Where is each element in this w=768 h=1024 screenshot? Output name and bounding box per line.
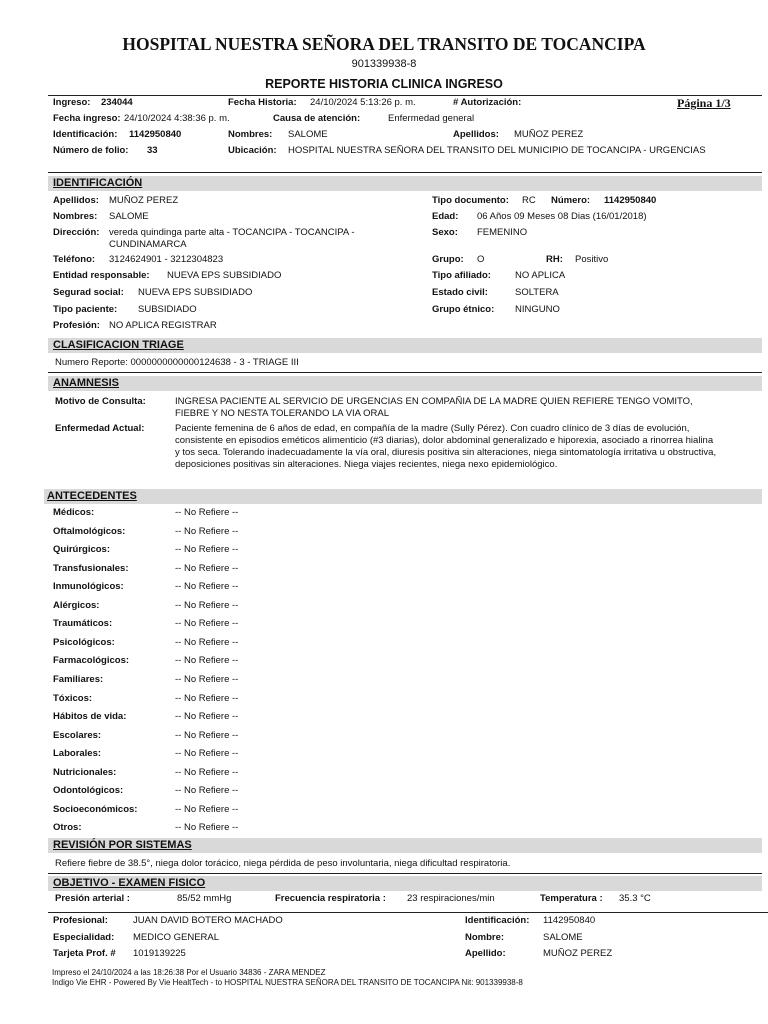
antecedente-label: Alérgicos:	[53, 600, 100, 611]
examen-section-header	[48, 876, 762, 891]
fecha-historia-value: 24/10/2024 5:13:26 p. m.	[310, 97, 416, 108]
triage-section-header	[48, 338, 762, 353]
motivo-label: Motivo de Consulta:	[55, 396, 146, 407]
especialidad-value: MEDICO GENERAL	[133, 932, 220, 943]
antecedente-value: -- No Refiere --	[175, 693, 239, 704]
id-grupo-etnico-label: Grupo étnico:	[432, 304, 495, 315]
antecedente-value: -- No Refiere --	[175, 785, 239, 796]
antecedente-label: Familiares:	[53, 674, 104, 685]
antecedente-value: -- No Refiere --	[175, 674, 239, 685]
antecedentes-section-header	[44, 489, 762, 504]
antecedente-value: -- No Refiere --	[175, 655, 239, 666]
identificacion-section-header	[48, 176, 762, 191]
antecedente-value: -- No Refiere --	[175, 804, 239, 815]
antecedente-label: Psicológicos:	[53, 637, 115, 648]
antecedente-label: Inmunológicos:	[53, 581, 124, 592]
id-nombres-value: SALOME	[109, 211, 149, 222]
impreso-text: Impreso el 24/10/2024 a las 18:26:38 Por el Usuario 34836 - ZARA MENDEZ	[52, 968, 326, 977]
antecedentes-section-title: ANTECEDENTES	[47, 490, 137, 502]
presion-value: 85/52 mmHg	[177, 893, 232, 904]
admission-divider	[48, 172, 762, 173]
hospital-nit: 901339938-8	[351, 58, 417, 70]
folio-value: 33	[147, 145, 158, 156]
tarjeta-value: 1019139225	[133, 948, 186, 959]
antecedente-label: Médicos:	[53, 507, 95, 518]
frecuencia-label: Frecuencia respiratoria :	[275, 893, 386, 904]
id-apellidos-value: MUÑOZ PEREZ	[109, 195, 179, 206]
id-profesion-label: Profesión:	[53, 320, 100, 331]
id-grupo-value: O	[477, 254, 485, 265]
nombres-label: Nombres:	[228, 129, 273, 140]
footer-nombre-value: SALOME	[543, 932, 583, 943]
id-nombres-label: Nombres:	[53, 211, 98, 222]
id-edad-value: 06 Años 09 Meses 08 Dias (16/01/2018)	[477, 211, 647, 222]
folio-label: Número de folio:	[53, 145, 129, 156]
id-tipo-afiliado-value: NO APLICA	[515, 270, 566, 281]
triage-section-title: CLASIFICACION TRIAGE	[53, 339, 184, 351]
ingreso-value: 234044	[101, 97, 133, 108]
id-seguridad-label: Segurad social:	[53, 287, 124, 298]
id-numero-label: Número:	[551, 195, 591, 206]
motivo-value: INGRESA PACIENTE AL SERVICIO DE URGENCIAS EN COMPAÑIA DE LA MADRE QUIEN REFIERE TENGO VOMITO, FIEBRE Y NO NESTA TOLERANDO LA VIA ORAL	[175, 396, 693, 419]
antecedente-label: Traumáticos:	[53, 618, 113, 629]
antecedente-value: -- No Refiere --	[175, 581, 239, 592]
antecedente-label: Otros:	[53, 822, 82, 833]
enfermedad-label: Enfermedad Actual:	[55, 423, 145, 434]
id-sexo-label: Sexo:	[432, 227, 458, 238]
powered-text: Indigo Vie EHR - Powered By Vie HealtTech - to HOSPITAL NUESTRA SEÑORA DEL TRANSITO DE TOCANCIPA Nit: 901339938-8	[52, 978, 523, 987]
id-rh-label: RH:	[546, 254, 563, 265]
enfermedad-value: Paciente femenina de 6 años de edad, en compañía de la madre (Sully Pérez). Con cuadro clínico de 3 días de evolución, consistente en episodios eméticos alimenticio (#3 diarias), dolor abdominal generalizado e hiporexia, asociado a rinorrea hialina y tos seca. Tolerando inadecuadamente la vía oral, diuresis positiva sin alteraciones, niega sintomatología irritativa u obstructiva, deposiciones positivas sin alteraciones. Niega viajes recientes, niega nexo epidemiológico.	[175, 423, 717, 470]
fecha-ingreso-label: Fecha ingreso:	[53, 113, 121, 124]
id-estado-civil-label: Estado civil:	[432, 287, 488, 298]
id-tipo-paciente-label: Tipo paciente:	[53, 304, 118, 315]
antecedente-value: -- No Refiere --	[175, 767, 239, 778]
examen-section-title: OBJETIVO - EXAMEN FISICO	[53, 877, 206, 889]
id-telefono-label: Teléfono:	[53, 254, 96, 265]
antecedente-value: -- No Refiere --	[175, 748, 239, 759]
antecedente-label: Quirúrgicos:	[53, 544, 111, 555]
tarjeta-label: Tarjeta Prof. #	[53, 948, 116, 959]
anamnesis-section-title: ANAMNESIS	[53, 377, 120, 389]
temperatura-value: 35.3 °C	[619, 893, 651, 904]
ubicacion-value: HOSPITAL NUESTRA SEÑORA DEL TRANSITO DEL MUNICIPIO DE TOCANCIPA - URGENCIAS	[288, 145, 706, 156]
antecedente-label: Socioeconómicos:	[53, 804, 138, 815]
antecedente-label: Odontológicos:	[53, 785, 124, 796]
footer-identificacion-label: Identificación:	[465, 915, 530, 926]
revision-text: Refiere fiebre de 38.5°, niega dolor torácico, niega pérdida de peso involuntaria, niega dificultad respiratoria.	[55, 858, 511, 869]
footer-apellido-label: Apellido:	[465, 948, 506, 959]
id-direccion-value: vereda quindinga parte alta - TOCANCIPA - TOCANCIPA - CUNDINAMARCA	[109, 227, 355, 250]
id-grupo-label: Grupo:	[432, 254, 464, 265]
fecha-ingreso-value: 24/10/2024 4:38:36 p. m.	[124, 113, 230, 124]
triage-divider	[48, 372, 762, 373]
id-apellidos-label: Apellidos:	[53, 195, 99, 206]
ingreso-label: Ingreso:	[53, 97, 91, 108]
causa-value: Enfermedad general	[388, 113, 475, 124]
hospital-name: HOSPITAL NUESTRA SEÑORA DEL TRANSITO DE TOCANCIPA	[122, 34, 646, 54]
antecedente-value: -- No Refiere --	[175, 563, 239, 574]
id-sexo-value: FEMENINO	[477, 227, 528, 238]
presion-label: Presión arterial :	[55, 893, 130, 904]
page-number: Página 1/3	[677, 96, 731, 110]
fecha-historia-label: Fecha Historia:	[228, 97, 297, 108]
antecedente-value: -- No Refiere --	[175, 637, 239, 648]
id-entidad-value: NUEVA EPS SUBSIDIADO	[167, 270, 282, 281]
antecedente-value: -- No Refiere --	[175, 544, 239, 555]
footer-nombre-label: Nombre:	[465, 932, 505, 943]
identificacion-section-title: IDENTIFICACIÓN	[53, 177, 143, 189]
temperatura-label: Temperatura :	[540, 893, 603, 904]
id-tipo-doc-value: RC	[522, 195, 536, 206]
id-direccion-label: Dirección:	[53, 227, 100, 238]
id-profesion-value: NO APLICA REGISTRAR	[109, 320, 217, 331]
footer-identificacion-value: 1142950840	[543, 915, 596, 926]
anamnesis-section-header	[48, 376, 762, 391]
antecedente-label: Tóxicos:	[53, 693, 93, 704]
antecedente-label: Farmacológicos:	[53, 655, 130, 666]
identificacion-label: Identificación:	[53, 129, 118, 140]
id-telefono-value: 3124624901 - 3212304823	[109, 254, 224, 265]
id-edad-label: Edad:	[432, 211, 459, 222]
footer-divider	[48, 912, 768, 913]
id-entidad-label: Entidad responsable:	[53, 270, 150, 281]
frecuencia-value: 23 respiraciones/min	[407, 893, 495, 904]
antecedente-label: Hábitos de vida:	[53, 711, 127, 722]
report-title: REPORTE HISTORIA CLINICA INGRESO	[265, 77, 503, 91]
antecedente-label: Escolares:	[53, 730, 102, 741]
id-seguridad-value: NUEVA EPS SUBSIDIADO	[138, 287, 253, 298]
antecedente-value: -- No Refiere --	[175, 711, 239, 722]
nombres-value: SALOME	[288, 129, 328, 140]
identificacion-value: 1142950840	[129, 129, 182, 140]
especialidad-label: Especialidad:	[53, 932, 115, 943]
antecedente-value: -- No Refiere --	[175, 526, 239, 537]
id-grupo-etnico-value: NINGUNO	[515, 304, 560, 315]
id-rh-value: Positivo	[575, 254, 609, 265]
id-tipo-doc-label: Tipo documento:	[432, 195, 509, 206]
apellidos-value: MUÑOZ PEREZ	[514, 129, 584, 140]
antecedente-label: Transfusionales:	[53, 563, 129, 574]
antecedente-label: Oftalmológicos:	[53, 526, 126, 537]
profesional-label: Profesional:	[53, 915, 108, 926]
id-estado-civil-value: SOLTERA	[515, 287, 559, 298]
antecedente-value: -- No Refiere --	[175, 600, 239, 611]
antecedente-value: -- No Refiere --	[175, 618, 239, 629]
antecedente-label: Laborales:	[53, 748, 102, 759]
apellidos-label: Apellidos:	[453, 129, 499, 140]
antecedente-value: -- No Refiere --	[175, 507, 239, 518]
footer-apellido-value: MUÑOZ PEREZ	[543, 948, 613, 959]
id-tipo-afiliado-label: Tipo afiliado:	[432, 270, 491, 281]
revision-divider	[48, 873, 762, 874]
header-divider	[48, 95, 762, 96]
autorizacion-label: # Autorización:	[453, 97, 522, 108]
triage-text: Numero Reporte: 0000000000000124638 - 3 - TRIAGE III	[55, 357, 299, 368]
profesional-value: JUAN DAVID BOTERO MACHADO	[133, 915, 283, 926]
ubicacion-label: Ubicación:	[228, 145, 277, 156]
id-numero-value: 1142950840	[604, 195, 657, 206]
antecedente-value: -- No Refiere --	[175, 822, 239, 833]
antecedente-value: -- No Refiere --	[175, 730, 239, 741]
antecedente-label: Nutricionales:	[53, 767, 117, 778]
id-tipo-paciente-value: SUBSIDIADO	[138, 304, 197, 315]
revision-section-title: REVISIÓN POR SISTEMAS	[53, 839, 192, 851]
revision-section-header	[48, 838, 762, 853]
causa-label: Causa de atención:	[273, 113, 361, 124]
